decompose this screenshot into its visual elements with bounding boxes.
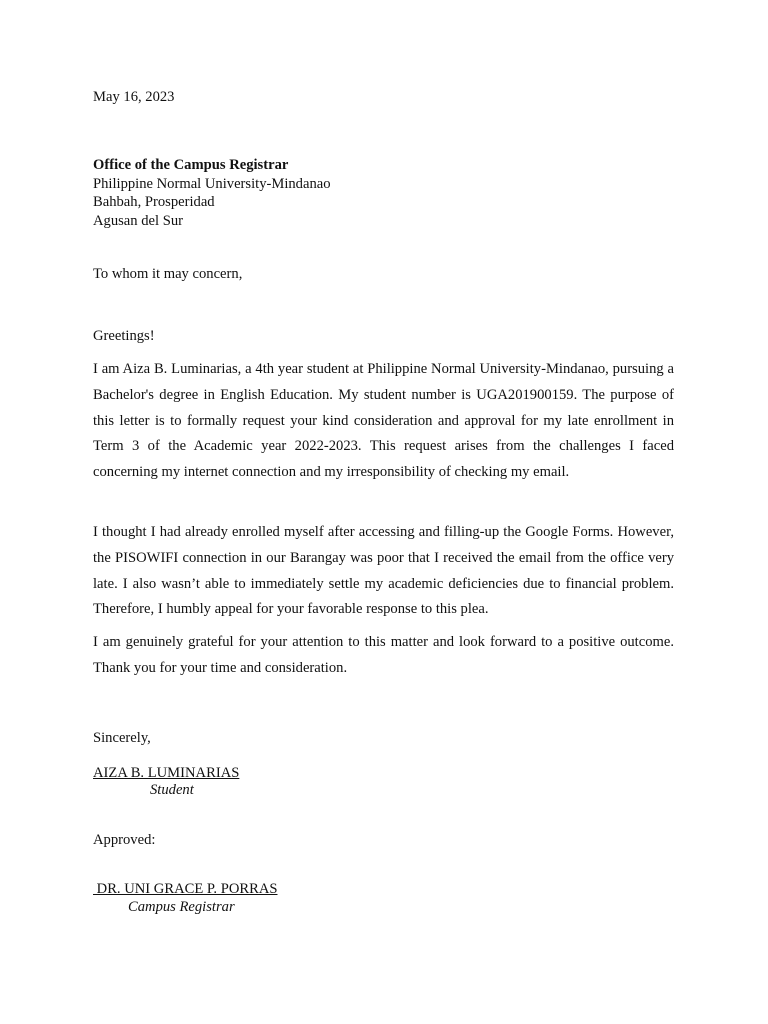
body-paragraph-1 xyxy=(93,357,674,486)
closing: Sincerely, xyxy=(93,730,151,746)
recipient-line-3: Agusan del Sur xyxy=(93,213,183,229)
recipient-office: Office of the Campus Registrar xyxy=(93,157,289,173)
recipient-line-2: Bahbah, Prosperidad xyxy=(93,194,215,210)
recipient-line-1: Philippine Normal University-Mindanao xyxy=(93,176,331,192)
greeting: Greetings! xyxy=(93,328,155,344)
paragraph-text: I am genuinely grateful for your attention to this matter and look forward to a positive outcome. Thank you for your time and consideration. xyxy=(93,634,674,676)
signatory-title: Student xyxy=(150,782,194,798)
body-paragraph-2 xyxy=(93,520,674,623)
letter-date: May 16, 2023 xyxy=(93,89,175,105)
approver-name: DR. UNI GRACE P. PORRAS xyxy=(93,881,278,897)
paragraph-text: I thought I had already enrolled myself after accessing and filling-up the Google Forms. However, the PISOWIFI connection in our Barangay was poor that I received the email from the office very late. I also wasn’t able to immediately settle my academic deficiencies due to financial problem. Therefore, I humbly appeal for your favorable response to this plea. xyxy=(93,524,674,618)
approval-label: Approved: xyxy=(93,832,156,848)
paragraph-text: I am Aiza B. Luminarias, a 4th year student at Philippine Normal University-Mindanao, pursuing a Bachelor's degree in English Education. My student number is UGA201900159. The purpose of this letter is to formally request your kind consideration and approval for my late enrollment in Term 3 of the Academic year 2022-2023. This request arises from the challenges I faced concerning my internet connection and my irresponsibility of checking my email. xyxy=(93,361,674,481)
signatory-name: AIZA B. LUMINARIAS xyxy=(93,765,240,781)
body-paragraph-3 xyxy=(93,630,674,682)
approver-title: Campus Registrar xyxy=(128,899,235,915)
salutation: To whom it may concern, xyxy=(93,266,243,282)
